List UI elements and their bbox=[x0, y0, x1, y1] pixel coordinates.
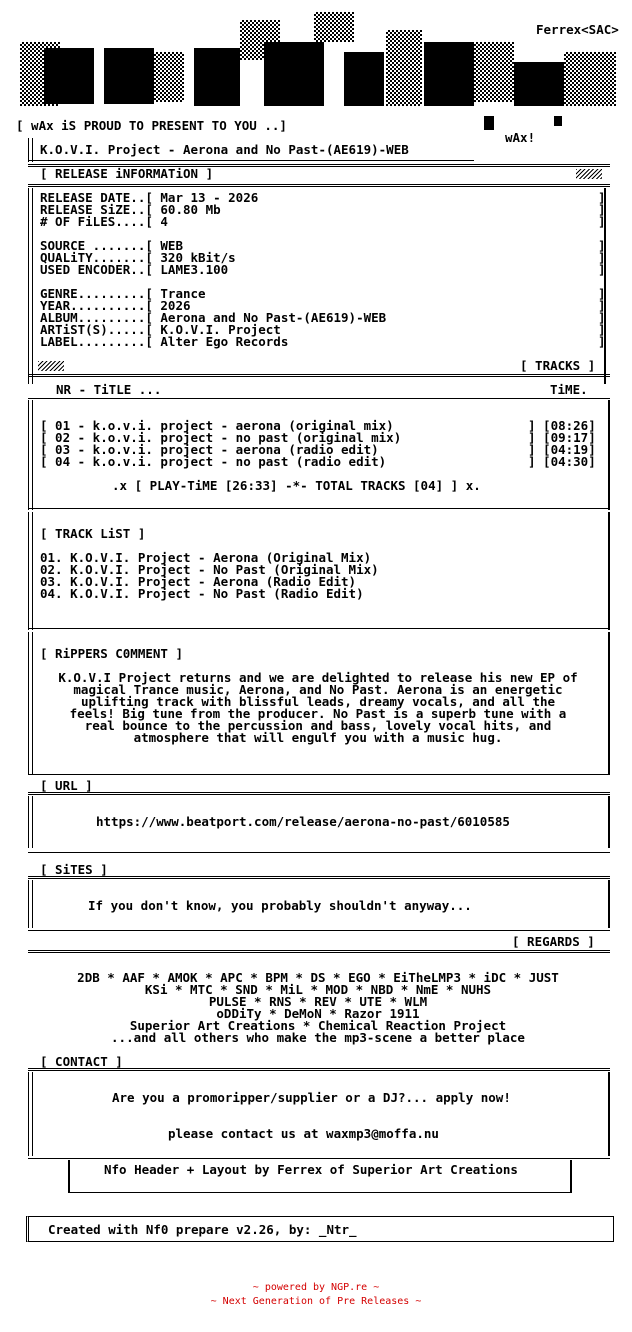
url-heading: [ URL ] bbox=[40, 778, 93, 793]
comment-line: atmosphere that will engulf you with a music hug. bbox=[133, 730, 503, 745]
track-row: [ 01 - k.o.v.i. project - aerona (original mix) bbox=[40, 418, 394, 433]
tracks-heading: [ TRACKS ] bbox=[520, 358, 596, 373]
regards-line: KSi * MTC * SND * MiL * MOD * NBD * NmE * NUHS bbox=[144, 982, 492, 997]
track-row: [ 02 - k.o.v.i. project - no past (original mix) bbox=[40, 430, 402, 445]
powered-by: ~ powered by NGP.re ~ bbox=[252, 1282, 380, 1293]
contact-heading: [ CONTACT ] bbox=[40, 1054, 123, 1069]
release-title: K.O.V.I. Project - Aerona and No Past-(AE619)-WEB bbox=[40, 142, 409, 157]
comment-line: uplifting track with blissful leads, dreamy vocals, and all the bbox=[80, 694, 556, 709]
info-row: LABEL.........[ Alter Ego Records bbox=[40, 334, 289, 349]
ascii-logo bbox=[14, 12, 620, 120]
info-row: GENRE.........[ Trance bbox=[40, 286, 206, 301]
regards-heading: [ REGARDS ] bbox=[512, 934, 595, 949]
tracks-summary: .x [ PLAY-TiME [26:33] -*- TOTAL TRACKS [04] ] x. bbox=[112, 478, 481, 493]
info-row: YEAR..........[ 2026 bbox=[40, 298, 191, 313]
track-time: ] [08:26] bbox=[528, 418, 596, 433]
track-time: ] [04:30] bbox=[528, 454, 596, 469]
comment-line: K.O.V.I Project returns and we are delighted to release his new EP of bbox=[58, 670, 578, 685]
comment-line: magical Trance music, Aerona, and No Past. Aerona is an energetic bbox=[73, 682, 563, 697]
info-row: USED ENCODER..[ LAME3.100 bbox=[40, 262, 229, 277]
track-row: [ 04 - k.o.v.i. project - no past (radio edit) bbox=[40, 454, 387, 469]
created-with: Created with Nf0 prepare v2.26, by: _Ntr_ bbox=[48, 1222, 357, 1237]
comment-line: real bounce to the percussion and bass, lovely vocal hits, and bbox=[84, 718, 552, 733]
sites-heading: [ SiTES ] bbox=[40, 862, 108, 877]
track-rows bbox=[40, 420, 401, 468]
info-row: RELEASE DATE..[ Mar 13 - 2026 bbox=[40, 190, 259, 205]
info-row: ARTiST(S).....[ K.O.V.I. Project bbox=[40, 322, 281, 337]
regards-line: PULSE * RNS * REV * UTE * WLM bbox=[208, 994, 428, 1009]
info-row: SOURCE .......[ WEB bbox=[40, 238, 183, 253]
tracklist-heading: [ TRACK LiST ] bbox=[40, 526, 146, 541]
info-row: ALBUM.........[ Aerona and No Past-(AE619)-WEB bbox=[40, 310, 387, 325]
release-url-link[interactable]: https://www.beatport.com/release/aerona-no-past/6010585 bbox=[96, 814, 510, 829]
proud-banner: [ wAx iS PROUD TO PRESENT TO YOU ..] bbox=[16, 118, 287, 133]
ngp-tagline: ~ Next Generation of Pre Releases ~ bbox=[210, 1296, 422, 1307]
regards-body bbox=[30, 972, 606, 1044]
comment-body bbox=[30, 672, 606, 744]
tracklist-item: 03. K.O.V.I. Project - Aerona (Radio Edit) bbox=[40, 574, 357, 589]
contact-apply: Are you a promoripper/supplier or a DJ?... apply now! bbox=[112, 1090, 511, 1105]
info-heading: [ RELEASE iNFORMATiON ] bbox=[40, 166, 214, 181]
tracklist-item: 02. K.O.V.I. Project - No Past (Original Mix) bbox=[40, 562, 379, 577]
track-time: ] [04:19] bbox=[528, 442, 596, 457]
sites-text: If you don't know, you probably shouldn't anyway... bbox=[88, 898, 472, 913]
tracklist-item: 01. K.O.V.I. Project - Aerona (Original Mix) bbox=[40, 550, 372, 565]
ascii-credit: Ferrex<SAC> bbox=[536, 22, 619, 37]
info-row: QUALiTY.......[ 320 kBit/s bbox=[40, 250, 236, 265]
contact-email[interactable]: please contact us at waxmp3@moffa.nu bbox=[168, 1126, 439, 1141]
track-row: [ 03 - k.o.v.i. project - aerona (radio edit) bbox=[40, 442, 379, 457]
regards-line: 2DB * AAF * AMOK * APC * BPM * DS * EGO * EiTheLMP3 * iDC * JUST bbox=[77, 970, 559, 985]
regards-line: Superior Art Creations * Chemical Reaction Project bbox=[129, 1018, 507, 1033]
track-times bbox=[528, 420, 596, 468]
wax-tag: wAx! bbox=[505, 130, 536, 145]
regards-line: ...and all others who make the mp3-scene a better place bbox=[111, 1030, 525, 1045]
info-row: # OF FiLES....[ 4 bbox=[40, 214, 168, 229]
col-nr-title: NR - TiTLE ... bbox=[56, 382, 162, 397]
comment-heading: [ RiPPERS C0MMENT ] bbox=[40, 646, 183, 661]
tracklist-items bbox=[40, 552, 379, 600]
regards-line: oDDiTy * DeMoN * Razor 1911 bbox=[216, 1006, 420, 1021]
release-info-block bbox=[40, 192, 386, 348]
info-row: RELEASE SiZE..[ 60.80 Mb bbox=[40, 202, 221, 217]
track-time: ] [09:17] bbox=[528, 430, 596, 445]
comment-line: feels! Big tune from the producer. No Past is a superb tune with a bbox=[69, 706, 567, 721]
col-time: TiME. bbox=[550, 382, 588, 397]
layout-credit: Nfo Header + Layout by Ferrex of Superior Art Creations bbox=[104, 1162, 518, 1177]
tracklist-item: 04. K.O.V.I. Project - No Past (Radio Edit) bbox=[40, 586, 364, 601]
